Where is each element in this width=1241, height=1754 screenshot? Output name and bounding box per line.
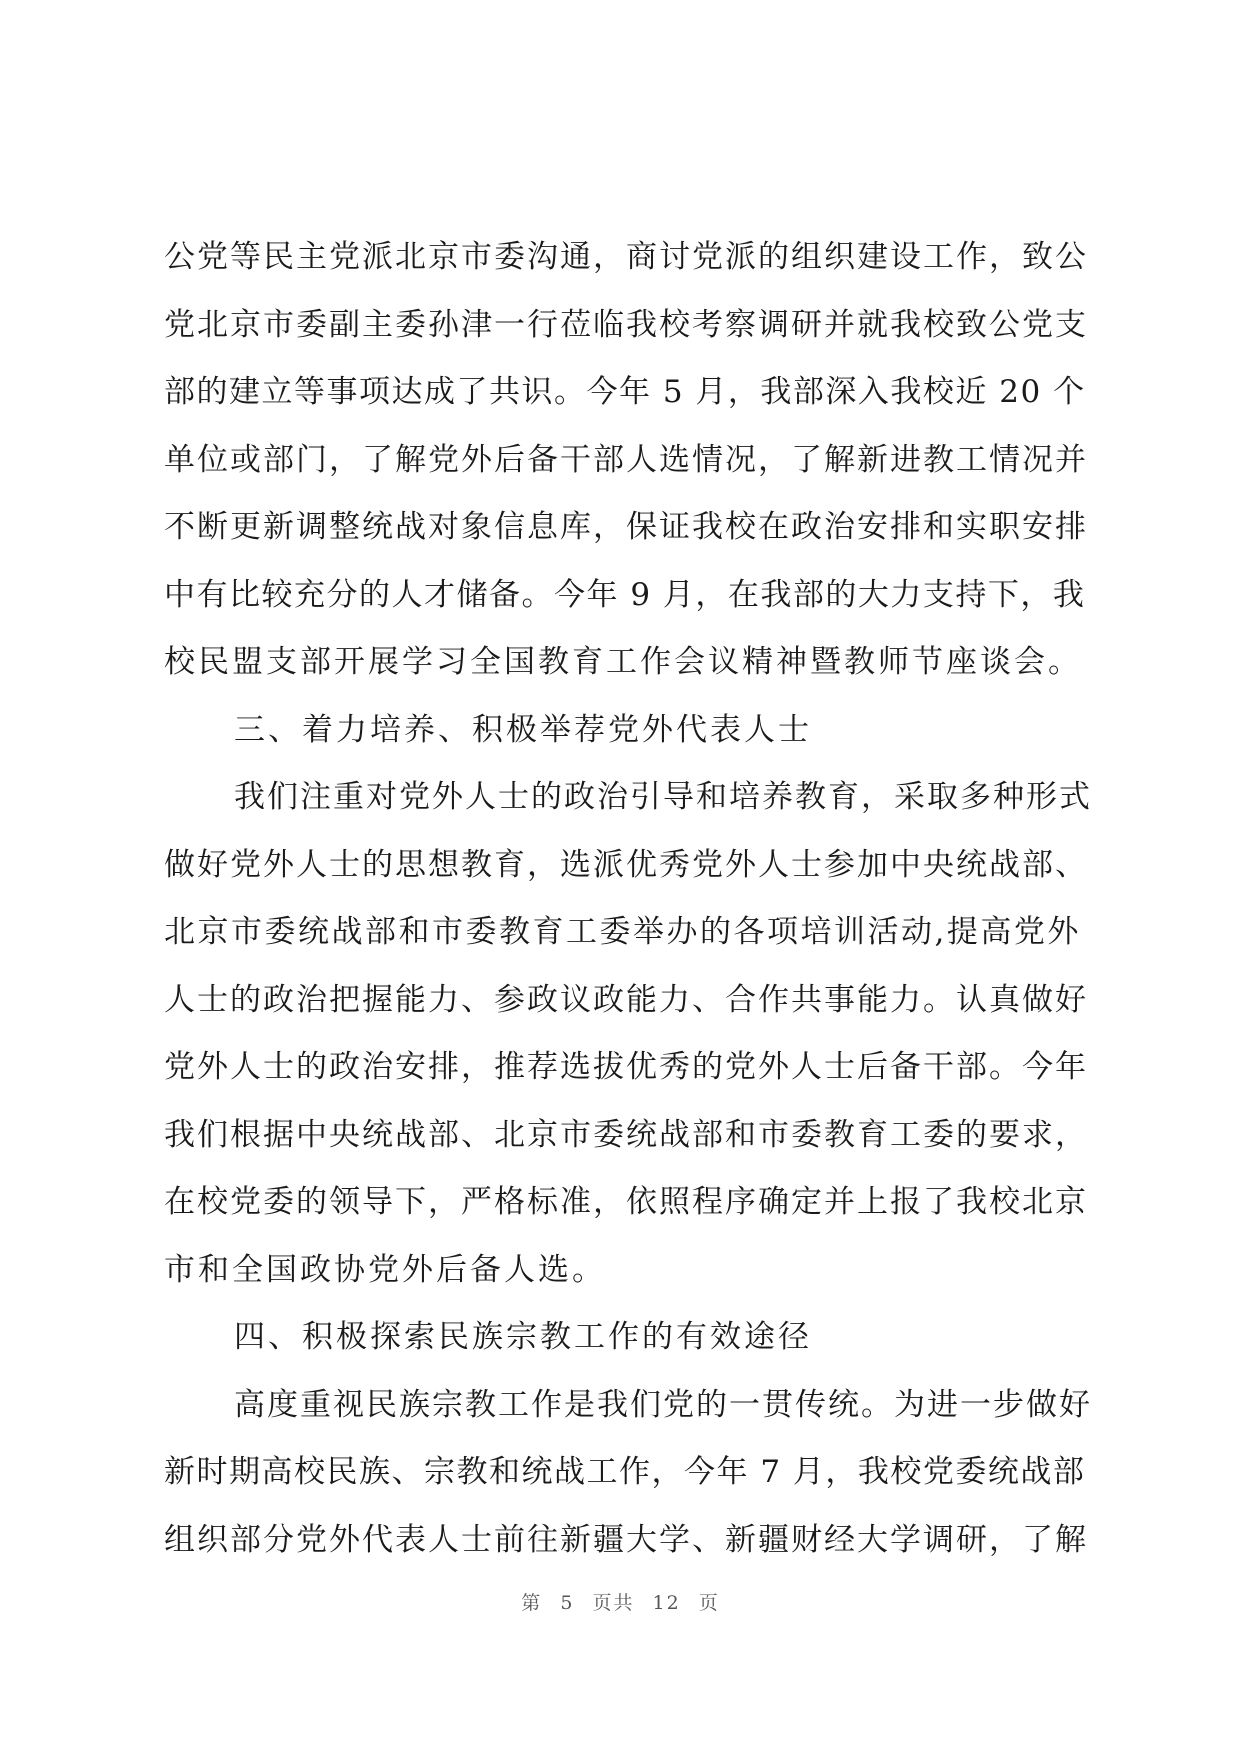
body-text — [164, 224, 1094, 1574]
paragraph-first-line: 高度重视民族宗教工作是我们党的一贯传统。为进一步做好 — [234, 1386, 1092, 1423]
page-footer: 第 5 页共 12 页 — [521, 1592, 720, 1614]
text-line: 党北京市委副主委孙津一行莅临我校考察调研并就我校致公党支 — [164, 306, 1088, 343]
text-line: 市和全国政协党外后备人选。 — [164, 1251, 606, 1288]
text-line: 部的建立等事项达成了共识。今年 5 月，我部深入我校近 20 个 — [164, 374, 1086, 410]
text-line: 人士的政治把握能力、参政议政能力、合作共事能力。认真做好 — [164, 981, 1088, 1018]
text-line: 不断更新调整统战对象信息库，保证我校在政治安排和实职安排 — [164, 509, 1088, 545]
text-line: 新时期高校民族、宗教和统战工作，今年 7 月，我校党委统战部 — [164, 1454, 1086, 1490]
text-line: 公党等民主党派北京市委沟通，商讨党派的组织建设工作，致公 — [164, 239, 1088, 275]
text-line: 中有比较充分的人才储备。今年 9 月，在我部的大力支持下，我 — [164, 576, 1086, 613]
text-line: 校民盟支部开展学习全国教育工作会议精神暨教师节座谈会。 — [164, 644, 1082, 680]
text-line: 党外人士的政治安排，推荐选拔优秀的党外人士后备干部。今年 — [164, 1049, 1088, 1085]
text-line: 我们根据中央统战部、北京市委统战部和市委教育工委的要求， — [164, 1116, 1088, 1153]
text-line: 单位或部门，了解党外后备干部人选情况，了解新进教工情况并 — [164, 441, 1088, 478]
text-line: 在校党委的领导下，严格标准，依照程序确定并上报了我校北京 — [164, 1184, 1088, 1220]
paragraph-first-line: 我们注重对党外人士的政治引导和培养教育，采取多种形式 — [234, 779, 1092, 815]
paragraph-first-line: 三、着力培养、积极举荐党外代表人士 — [234, 711, 812, 748]
paragraph-first-line: 四、积极探索民族宗教工作的有效途径 — [234, 1319, 812, 1355]
text-line: 北京市委统战部和市委教育工委举办的各项培训活动,提高党外 — [164, 914, 1081, 950]
text-line: 做好党外人士的思想教育，选派优秀党外人士参加中央统战部、 — [164, 846, 1088, 883]
text-line: 组织部分党外代表人士前往新疆大学、新疆财经大学调研，了解 — [164, 1521, 1088, 1558]
